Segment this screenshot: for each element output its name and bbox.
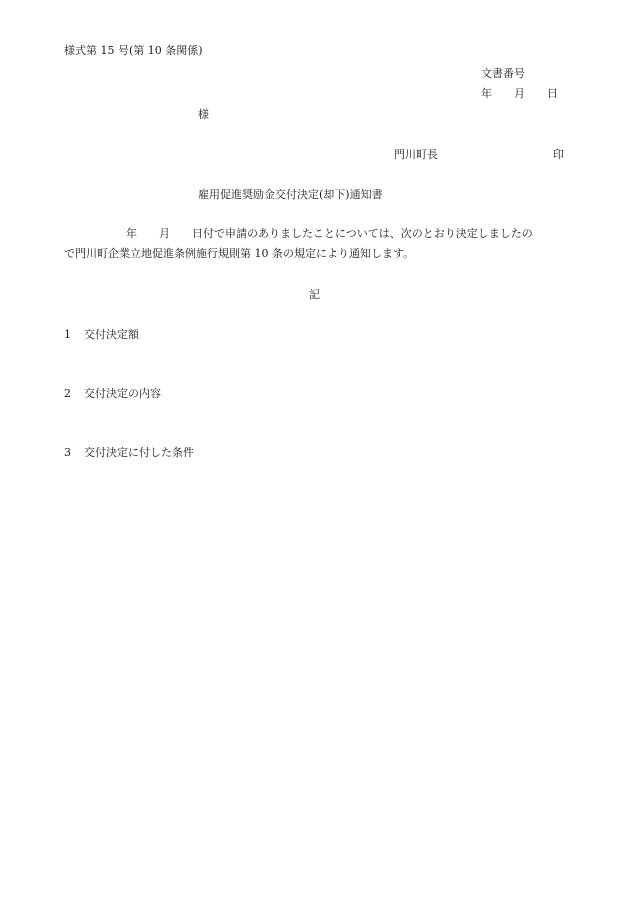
date-month-label: 月 (514, 87, 525, 100)
form-number: 様式第 15 号(第 10 条関係) (64, 44, 203, 57)
item-number: 2 (64, 387, 71, 400)
list-item (64, 447, 194, 458)
body-year-label: 年 (126, 227, 137, 240)
list-item (64, 388, 161, 399)
ki-heading: 記 (309, 288, 320, 301)
date-line (481, 88, 558, 99)
list-item (64, 329, 139, 340)
document-number-label: 文書番号 (481, 67, 525, 80)
recipient-suffix: 様 (198, 108, 209, 121)
item-label: 交付決定の内容 (84, 387, 161, 400)
seal-mark: 印 (553, 148, 564, 161)
document-title: 雇用促進奨励金交付決定(却下)通知書 (198, 188, 383, 201)
item-label: 交付決定額 (84, 328, 139, 341)
body-line-1-text: 日付で申請のありましたことについては、次のとおり決定しましたの (192, 227, 533, 240)
item-number: 3 (64, 446, 71, 459)
body-text-line-2: で門川町企業立地促進条例施行規則第 10 条の規定により通知します。 (64, 247, 415, 260)
date-day-label: 日 (547, 87, 558, 100)
issuer-name: 門川町長 (394, 148, 438, 161)
date-year-label: 年 (481, 87, 492, 100)
body-text-line-1 (64, 228, 533, 239)
item-label: 交付決定に付した条件 (84, 446, 194, 459)
body-month-label: 月 (159, 227, 170, 240)
item-number: 1 (64, 328, 71, 341)
